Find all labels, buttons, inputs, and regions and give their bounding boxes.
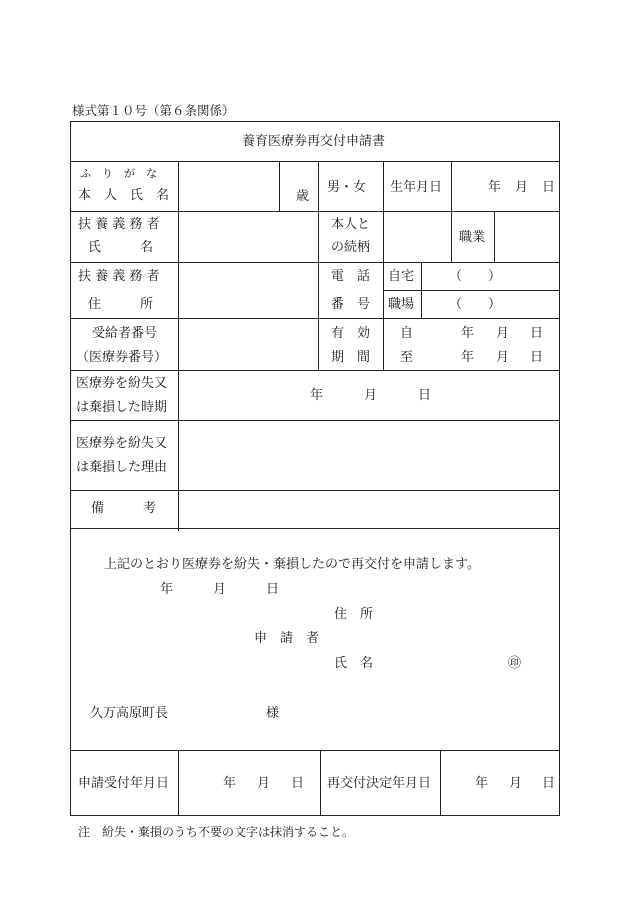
- validity-label: 有 効: [331, 326, 371, 341]
- loss-reason-label-2: は棄損した理由: [76, 460, 168, 475]
- from-year-unit: 年: [461, 326, 475, 341]
- seal-mark: ㊞: [508, 656, 522, 671]
- valid-from-label: 自: [400, 326, 414, 341]
- occupation-label: 職業: [459, 230, 486, 245]
- divider: [70, 750, 560, 751]
- guardian-label: 扶 養 義 務 者: [78, 217, 160, 232]
- received-month-unit: 月: [257, 776, 271, 791]
- application-month-unit: 月: [213, 582, 227, 597]
- divider: [70, 262, 560, 263]
- age-unit: 歳: [296, 189, 310, 204]
- reissue-year-unit: 年: [475, 776, 489, 791]
- ticket-number-label: （医療券番号）: [76, 350, 168, 365]
- received-day-unit: 日: [291, 776, 305, 791]
- work-area-code: （ ）: [449, 297, 502, 312]
- divider: [70, 318, 560, 319]
- divider: [178, 750, 179, 816]
- applicant-name-label: 氏 名: [334, 656, 374, 671]
- loss-day-unit: 日: [418, 388, 432, 403]
- addressee: 久万高原町長: [90, 706, 169, 721]
- received-date-label: 申請受付年月日: [78, 776, 170, 791]
- divider: [451, 161, 452, 262]
- loss-month-unit: 月: [364, 388, 378, 403]
- divider: [178, 161, 179, 531]
- application-year-unit: 年: [160, 582, 174, 597]
- divider: [70, 161, 560, 162]
- divider: [421, 262, 422, 318]
- recipient-number-label: 受給者番号: [92, 326, 158, 341]
- to-year-unit: 年: [461, 350, 475, 365]
- relation-label-2: の続柄: [331, 240, 371, 255]
- divider: [383, 161, 384, 370]
- guardian-label: 扶 養 義 務 者: [78, 269, 160, 284]
- divider: [320, 750, 321, 816]
- divider: [70, 528, 560, 529]
- guardian-name-label: 氏 名: [88, 240, 154, 255]
- divider: [70, 370, 560, 371]
- reissue-date-label: 再交付決定年月日: [327, 776, 432, 791]
- work-phone-label: 職場: [388, 297, 415, 312]
- declaration-statement: 上記のとおり医療券を紛失・棄損したので再交付を申請します。: [104, 557, 480, 572]
- loss-year-unit: 年: [310, 388, 324, 403]
- birthdate-label: 生年月日: [390, 180, 443, 195]
- received-year-unit: 年: [223, 776, 237, 791]
- to-day-unit: 日: [530, 350, 544, 365]
- to-month-unit: 月: [496, 350, 510, 365]
- furigana-label: ふ り が な: [80, 167, 157, 180]
- divider: [279, 161, 280, 211]
- honorific: 様: [266, 706, 280, 721]
- guardian-address-label: 住 所: [88, 297, 154, 312]
- from-day-unit: 日: [530, 326, 544, 341]
- applicant-label: 申 請 者: [254, 631, 320, 646]
- applicant-address-label: 住 所: [334, 607, 374, 622]
- form-number-label: 様式第１０号（第６条関係）: [72, 103, 235, 118]
- loss-time-label-2: は棄損した時期: [76, 400, 168, 415]
- relation-label: 本人と: [331, 217, 371, 232]
- footnote: 注 紛失・棄損のうち不要の文字は抹消すること。: [78, 825, 355, 839]
- divider: [70, 490, 560, 491]
- phone-label-2: 番 号: [331, 297, 371, 312]
- phone-label: 電 話: [331, 269, 371, 284]
- loss-time-label: 医療券を紛失又: [76, 376, 168, 391]
- divider: [494, 211, 495, 262]
- validity-label-2: 期 間: [331, 350, 371, 365]
- birth-month-unit: 月: [515, 180, 529, 195]
- form-title: 養育医療券再交付申請書: [242, 134, 386, 149]
- home-phone-label: 自宅: [388, 269, 415, 284]
- application-day-unit: 日: [266, 582, 280, 597]
- home-area-code: （ ）: [449, 269, 502, 284]
- divider: [383, 290, 560, 291]
- birth-year-unit: 年: [488, 180, 502, 195]
- divider: [318, 161, 319, 370]
- divider: [70, 420, 560, 421]
- from-month-unit: 月: [496, 326, 510, 341]
- name-label: 本 人 氏 名: [78, 188, 170, 203]
- divider: [70, 211, 560, 212]
- birth-day-unit: 日: [542, 180, 556, 195]
- gender-option: 男・女: [327, 180, 367, 195]
- divider: [440, 750, 441, 816]
- reissue-month-unit: 月: [509, 776, 523, 791]
- remarks-label: 備 考: [91, 501, 157, 516]
- reissue-day-unit: 日: [542, 776, 556, 791]
- loss-reason-label: 医療券を紛失又: [76, 436, 168, 451]
- valid-to-label: 至: [400, 350, 414, 365]
